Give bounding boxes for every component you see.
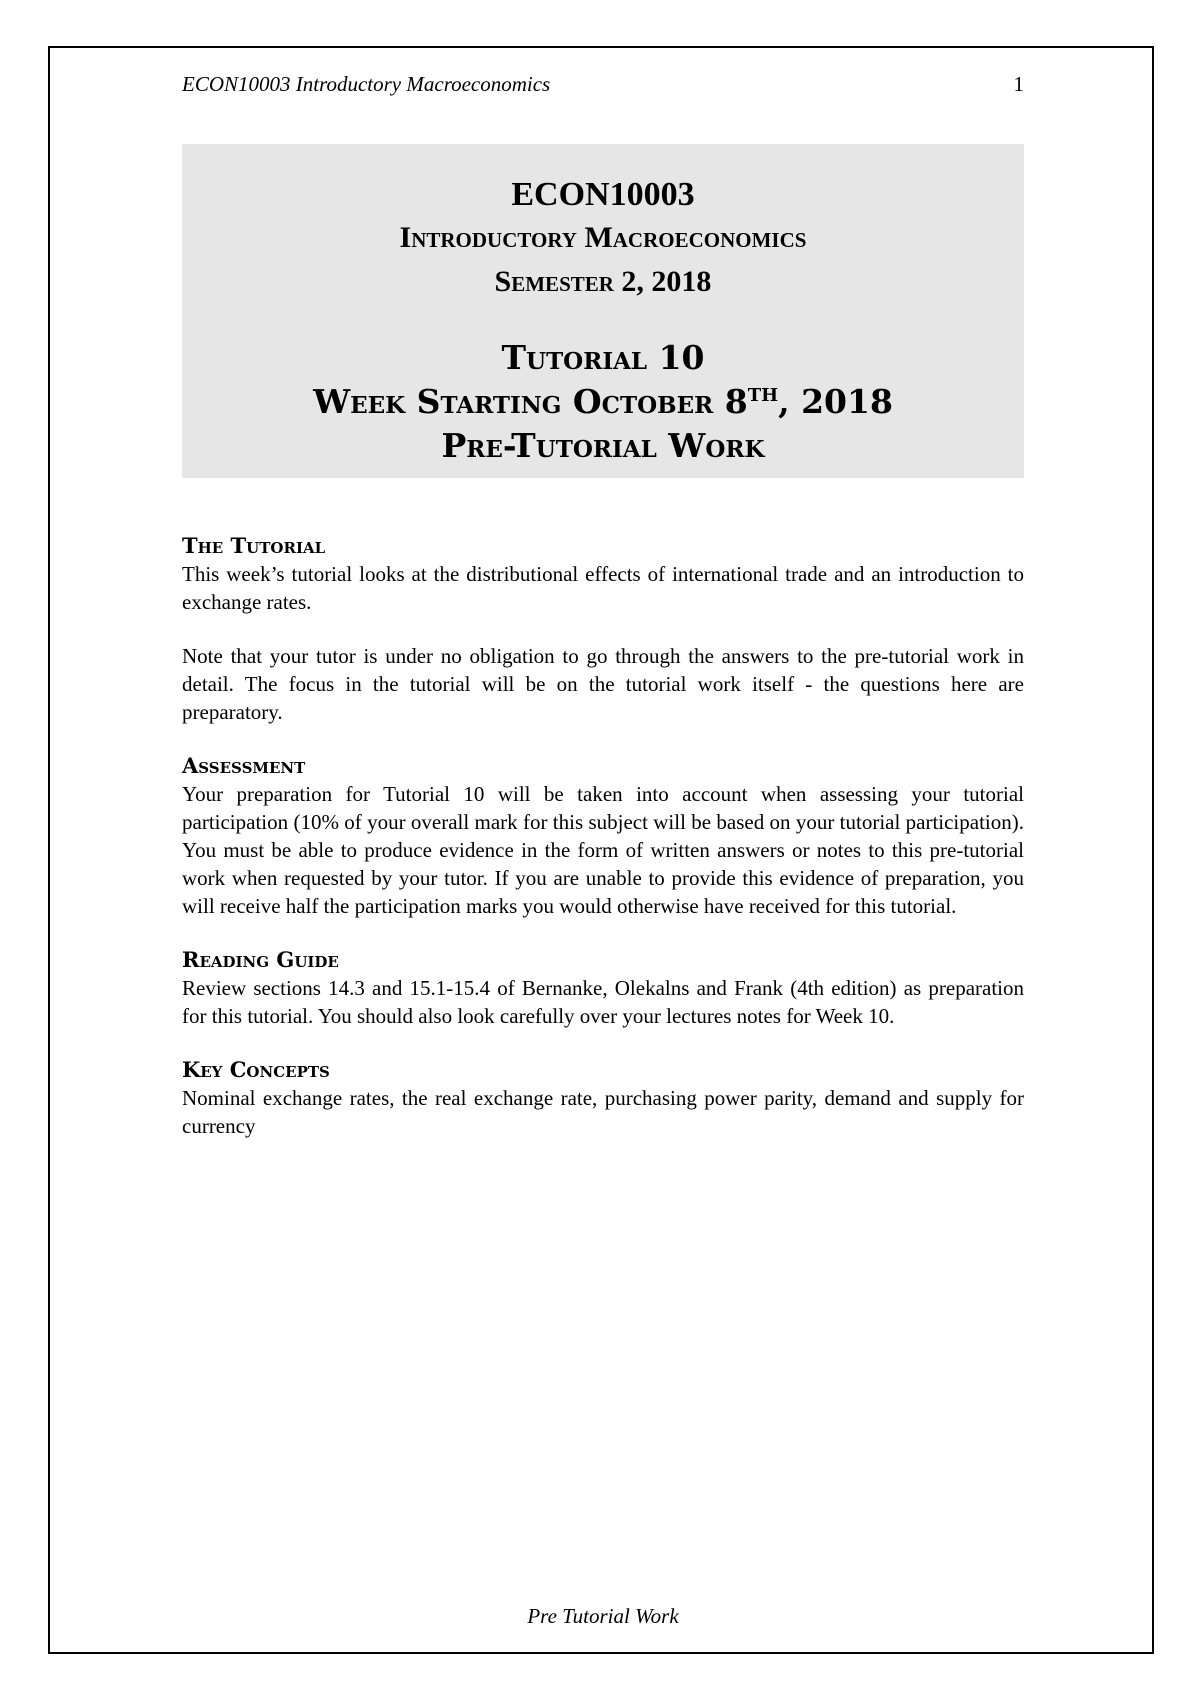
paragraph: Review sections 14.3 and 15.1-15.4 of Bernanke, Olekalns and Frank (4th edition) as preparation for this tutorial. You should also look carefully over your lectures notes for Week 10. <box>182 976 1024 1028</box>
week-line <box>182 380 1024 424</box>
paragraph: Your preparation for Tutorial 10 will be taken into account when assessing your tutorial participation (10% of your overall mark for this subject will be based on your tutorial participation). You must be able to produce evidence in the form of written answers or notes to this pre-tutorial work when requested by your tutor. If you are unable to provide this evidence of preparation, you will receive half the participation marks you would otherwise have received for this tutorial. <box>182 782 1024 918</box>
header-course-title: ECON10003 Introductory Macroeconomics <box>182 72 551 96</box>
section-reading-guide <box>182 946 1024 1030</box>
semester-line: Semester 2, 2018 <box>494 265 712 298</box>
tutorial-number: Tutorial 10 <box>501 338 705 377</box>
subject-title: Introductory Macroeconomics <box>399 221 807 254</box>
week-prefix: Week Starting October 8 <box>313 382 748 421</box>
document-body <box>182 532 1024 1166</box>
section-heading: Reading Guide <box>182 947 339 972</box>
title-block <box>182 144 1024 478</box>
section-key-concepts <box>182 1056 1024 1140</box>
running-header <box>182 72 1024 97</box>
paragraph: This week’s tutorial looks at the distributional effects of international trade and an introduction to exchange rates. <box>182 562 1024 614</box>
section-heading: Key Concepts <box>182 1057 330 1082</box>
section-assessment <box>182 752 1024 920</box>
week-ordinal-suffix: TH <box>747 385 779 406</box>
section-heading: Assessment <box>182 753 306 778</box>
work-type: Pre-Tutorial Work <box>441 426 765 465</box>
paragraph: Nominal exchange rates, the real exchange rate, purchasing power parity, demand and supply for currency <box>182 1086 1024 1138</box>
running-footer: Pre Tutorial Work <box>527 1604 679 1628</box>
week-suffix: , 2018 <box>778 382 893 421</box>
section-heading: The Tutorial <box>182 533 326 558</box>
course-code: ECON10003 <box>511 176 695 213</box>
paragraph: Note that your tutor is under no obligation to go through the answers to the pre-tutorial work in detail. The focus in the tutorial will be on the tutorial work itself - the questions here are preparatory. <box>182 644 1024 724</box>
section-the-tutorial <box>182 532 1024 726</box>
page-number: 1 <box>1013 72 1024 96</box>
